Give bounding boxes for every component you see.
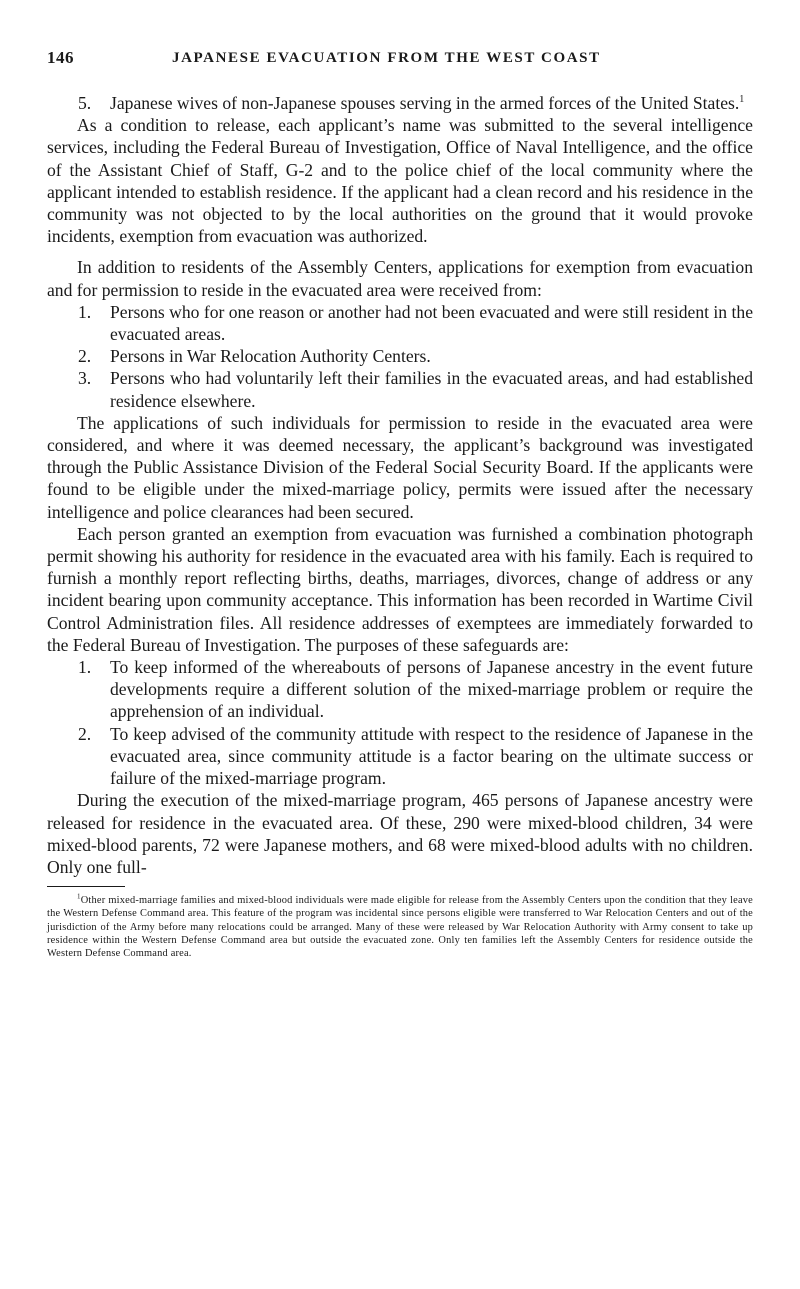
list-item-text: Persons who had voluntarily left their families in the evacuated areas, and had established residence elsewhere. <box>110 368 753 411</box>
list-number: 5. <box>78 93 92 113</box>
list-item <box>47 656 753 723</box>
list-number: 3. <box>78 368 92 389</box>
safeguards-list <box>47 656 753 789</box>
list-item-text: Persons in War Relocation Authority Centers. <box>110 346 431 367</box>
list-number: 1. <box>78 657 92 678</box>
running-head: JAPANESE EVACUATION FROM THE WEST COAST <box>172 50 601 66</box>
list-item <box>47 301 753 345</box>
list-item <box>47 367 753 411</box>
paragraph-program-results: During the execution of the mixed-marriage program, 465 persons of Japanese ancestry were released for residence in the evacuated area. Of these, 290 were mixed-blood children, 34 were mixed-blood parents, 72 were Japanese mothers, and 68 were mixed-blood adults with no children. Only one full- <box>47 790 753 877</box>
list-item <box>47 345 753 367</box>
list-item-text: To keep informed of the whereabouts of persons of Japanese ancestry in the event future developments require a different solution of the mixed-marriage problem or require the apprehension of an individual. <box>110 657 753 722</box>
paragraph-release-condition: As a condition to release, each applicant’s name was submitted to the several intelligence services, including the Federal Bureau of Investigation, Office of Naval Intelligence, and the office of the Assistant Chief of Staff, G-2 and to the police chief of the local community where the applicant intended to establish residence. If the applicant had a clean record and his residence in the community was not objected to by the local authorities on the ground that it would provoke incidents, exemption from evacuation was authorized. <box>47 115 753 247</box>
list-item <box>47 723 753 790</box>
list-number: 1. <box>78 301 92 322</box>
list-item-5 <box>47 92 753 114</box>
paragraph-applications-considered: The applications of such individuals for permission to reside in the evacuated area were considered, and where it was deemed necessary, the applicant’s background was investigated through the Public Assistance Division of the Federal Social Security Board. If the applicants were found to be eligible under the mixed-marriage policy, permits were issued after the necessary intelligence and police clearances had been secured. <box>47 412 753 522</box>
paragraph-exemption-permit: Each person granted an exemption from evacuation was furnished a combination photograph permit showing his authority for residence in the evacuated area with his family. Each is required to furnish a monthly report reflecting births, deaths, marriages, divorces, change of address or any incident bearing upon community acceptance. This information has been recorded in Wartime Civil Control Administration files. All residence addresses of exemptees are immediately forwarded to the Federal Bureau of Investigation. The purposes of these safeguards are: <box>47 523 753 655</box>
list-item-text: Persons who for one reason or another had not been evacuated and were still resident in the evacuated areas. <box>110 301 753 345</box>
applicant-list <box>47 301 753 412</box>
paragraph-applications-received: In addition to residents of the Assembly Centers, applications for exemption from evacuation and for permission to reside in the evacuated area were received from: <box>47 257 753 300</box>
footnote-text: Other mixed-marriage families and mixed-blood individuals were made eligible for release from the Assembly Centers upon the condition that they leave the Western Defense Command area. This feature of the program was incidental since persons eligible were transferred to War Relocation Centers and out of the jurisdiction of the Army before many relocations could be arranged. Many of these were released by War Relocation Authority with Army consent to take up residence within the Western Defense Command area but outside the evacuated zone. Only ten families left the Assembly Centers for residence outside the Western Defense Command area. <box>47 895 753 959</box>
page-header <box>47 48 753 72</box>
footnote-divider <box>47 886 125 887</box>
list-item-text: Japanese wives of non-Japanese spouses serving in the armed forces of the United States. <box>110 93 740 113</box>
list-item-text: To keep advised of the community attitude with respect to the residence of Japanese in the evacuated area, since community attitude is a factor bearing on the ultimate success or failure of the mixed-marriage program. <box>110 723 753 789</box>
footnote-reference: 1 <box>739 94 745 106</box>
body-text <box>47 92 753 960</box>
footnote-marker: 1 <box>77 892 81 901</box>
list-number: 2. <box>78 346 92 367</box>
list-number: 2. <box>78 723 92 744</box>
footnote <box>47 894 753 960</box>
page-number: 146 <box>47 48 74 67</box>
